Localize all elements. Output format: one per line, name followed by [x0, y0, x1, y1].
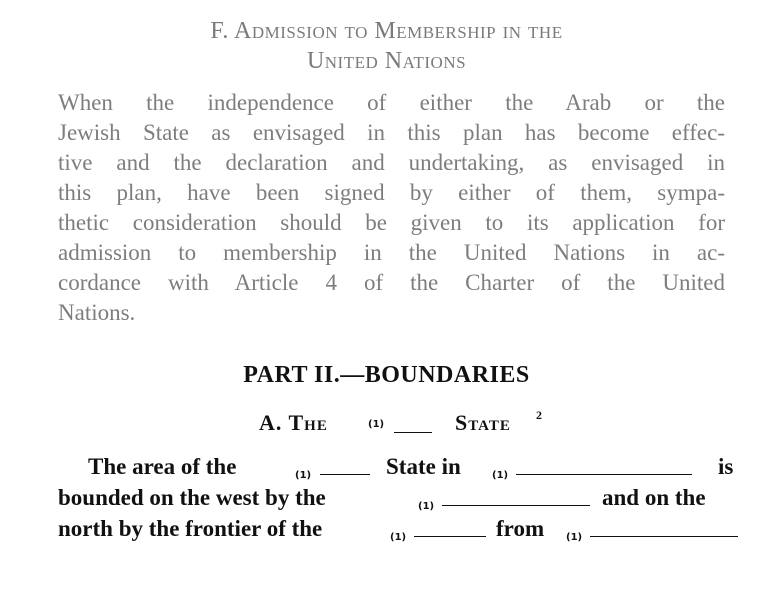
boundary-line-2 [58, 483, 740, 513]
state-heading-suffix: State [455, 410, 511, 435]
boundary-text-segment: The area of the [88, 454, 237, 479]
boundary-text-segment: and on the [602, 485, 706, 510]
blank-marker: (1) [418, 501, 435, 512]
blank-line [590, 536, 738, 537]
blank-line [442, 505, 590, 506]
boundary-text-segment: State in [386, 454, 461, 479]
paragraph-line: Jewish State as envisaged in this plan has become effec- [58, 120, 725, 145]
paragraph-line: this plan, have been signed by either of them, sympa- [58, 180, 725, 205]
boundary-text-segment: is [718, 454, 734, 479]
blank-marker: (1) [566, 532, 583, 543]
paragraph-line: admission to membership in the United Nations in ac- [58, 240, 725, 265]
blank-marker: (1) [492, 470, 509, 481]
boundary-line-1 [58, 452, 740, 482]
state-heading-prefix: A. The [259, 410, 328, 435]
section-heading-line1: F. Admission to Membership in the [210, 18, 563, 44]
footnote-reference: 2 [536, 408, 542, 422]
blank-line [320, 474, 370, 475]
admission-paragraph [58, 88, 725, 328]
boundary-line-3 [58, 514, 740, 544]
blank-marker: (1) [295, 470, 312, 481]
paragraph-line: When the independence of either the Arab or the [58, 90, 725, 115]
state-heading [0, 408, 773, 442]
paragraph-line: cordance with Article 4 of the Charter of the United [58, 270, 725, 295]
part-title: PART II.—BOUNDARIES [243, 362, 530, 388]
blank-marker: (1) [390, 532, 407, 543]
blank-marker: (1) [368, 419, 385, 430]
paragraph-line: thetic consideration should be given to its application for [58, 210, 725, 235]
paragraph-line: tive and the declaration and undertaking, as envisaged in [58, 150, 725, 175]
blank-line [394, 432, 432, 433]
boundary-text-segment: north by the frontier of the [58, 516, 323, 541]
boundary-text-segment: bounded on the west by the [58, 485, 326, 510]
paragraph-line: Nations. [58, 300, 136, 325]
blank-line [414, 536, 486, 537]
section-heading-line2: United Nations [306, 48, 467, 74]
boundary-text-segment: from [496, 516, 545, 541]
blank-line [516, 474, 692, 475]
